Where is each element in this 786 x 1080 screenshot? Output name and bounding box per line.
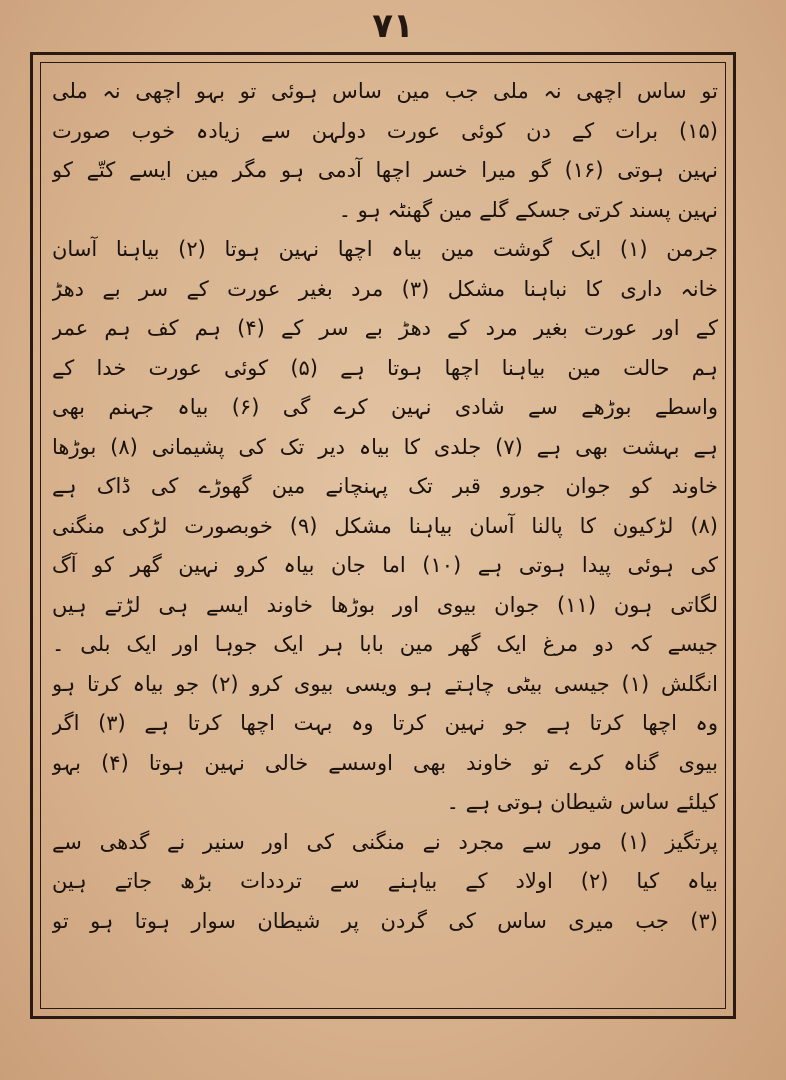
text-line-18: بیوی گناہ کرے تو خاوند بھی اوسسے خالی نہین ہوتا (۴) بہو — [52, 750, 718, 775]
text-line-11: خاوند کو جوان جورو قبر تک پہنچانے مین گھوڑے کی ڈاک ہے — [52, 474, 718, 498]
text-line-8: ہم حالت مین بیاہنا اچھا ہوتا ہے (۵) کوئی عورت خدا کے — [52, 355, 718, 380]
page-number: ۷۱ — [372, 6, 414, 46]
text-line-12: (۸) لڑکیون کا پالنا آسان بیاہنا مشکل (۹) خوبصورت لڑکی منگنی — [52, 513, 718, 538]
text-line-1: تو ساس اچھی نہ ملی جب مین ساس ہوئی تو بہو اچھی نہ ملی — [52, 79, 718, 103]
text-line-4: نہین پسند کرتی جسکے گلے مین گھنٹہ ہو ۔ — [338, 197, 718, 222]
text-line-16: انگلش (۱) جیسی بیٹی چاہتے ہو ویسی بیوی کرو (۲) جو بیاہ کرتا ہو — [52, 671, 718, 696]
text-line-10: ہے بہشت بھی ہے (۷) جلدی کا بیاہ دیر تک کی پشیمانی (۸) بوڑھا — [52, 434, 718, 459]
text-line-14: لگاتی ہون (۱۱) جوان بیوی اور بوڑھا خاوند ایسے ہی لڑتے ہیں — [52, 592, 718, 617]
text-line-15: جیسے کہ دو مرغ ایک گھر مین بابا ہر ایک جوہا اور ایک بلی ۔ — [52, 632, 718, 656]
text-line-20: پرتگیز (۱) مور سے مجرد نے منگنی کی اور سنیر نے گدھی سے — [52, 829, 718, 854]
text-line-2: (۱۵) برات کے دن کوئی عورت دولہن سے زیادہ خوب صورت — [52, 118, 718, 143]
text-line-17: وہ اچھا کرتا ہے جو نہین کرتا وہ بہت اچھا کرتا ہے (۳) اگر — [52, 711, 718, 735]
text-line-13: کی ہوئی پیدا ہوتی ہے (۱۰) اما جان بیاہ کرو نہین گھر کو آگ — [52, 553, 718, 577]
text-line-6: خانہ داری کا نباہنا مشکل (۳) مرد بغیر عورت کے سر بے دھڑ — [52, 276, 718, 301]
text-line-7: کے اور عورت بغیر مرد کے دھڑ بے سر کے (۴) ہم کف ہم عمر — [52, 316, 718, 340]
text-line-19: کیلئے ساس شیطان ہوتی ہے ۔ — [446, 790, 718, 814]
text-line-5: جرمن (۱) ایک گوشت مین بیاہ اچھا نہین ہوتا (۲) بیاہنا آسان — [52, 237, 718, 261]
text-line-3: نہین ہوتی (۱۶) گو میرا خسر اچھا آدمی ہو مگر مین ایسے کتّے کو — [52, 158, 718, 182]
text-body — [52, 72, 718, 1002]
text-line-9: واسطے بوڑھے سے شادی نہین کرے گی (۶) بیاہ جہنم بھی — [52, 395, 718, 419]
text-line-21: بیاہ کیا (۲) اولاد کے بیاہنے سے ترددات بڑھ جاتے ہین — [52, 869, 718, 893]
text-line-22: (۳) جب میری ساس کی گردن پر شیطان سوار ہوتا ہو تو — [52, 908, 718, 933]
